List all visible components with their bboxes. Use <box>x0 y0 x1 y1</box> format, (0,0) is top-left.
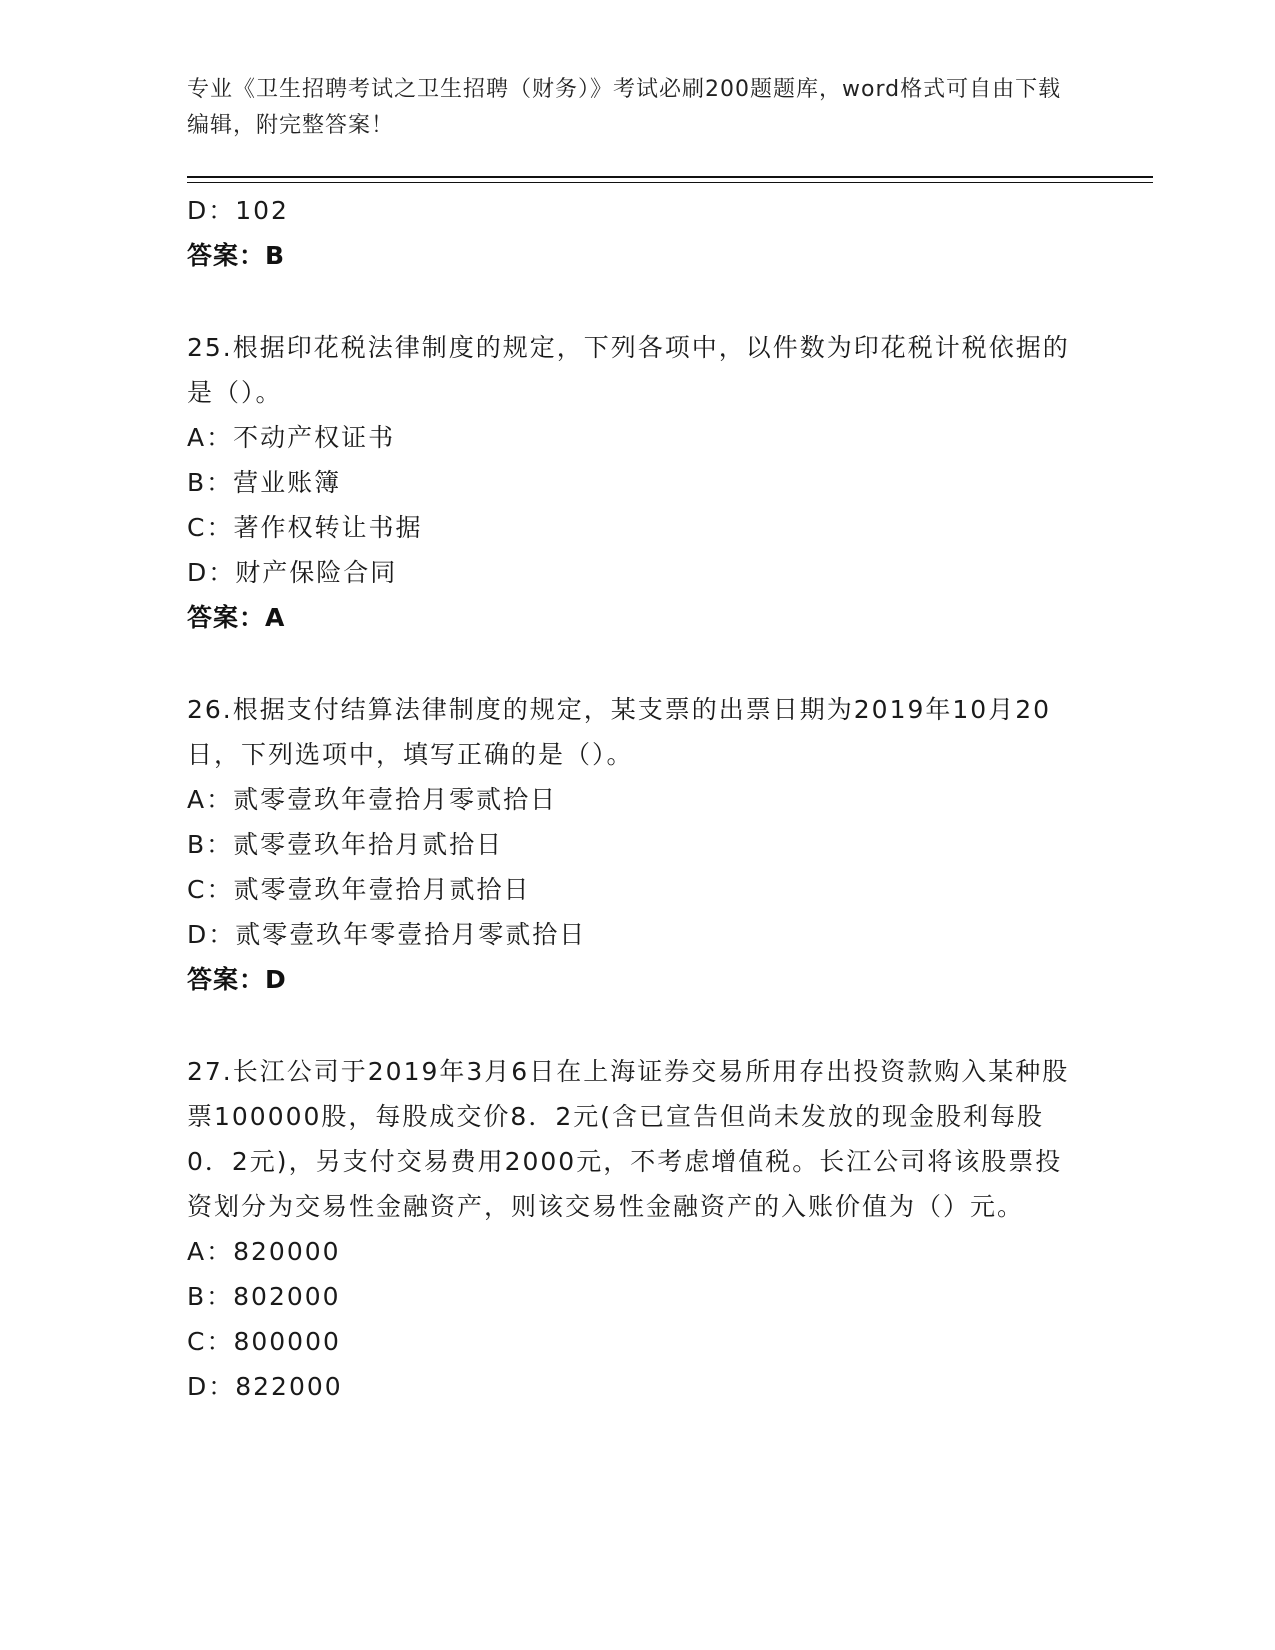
option-b: B：贰零壹玖年拾月贰拾日 <box>187 830 504 859</box>
question-25 <box>187 325 1077 640</box>
option-b: B：802000 <box>187 1282 341 1311</box>
question-stem: 25.根据印花税法律制度的规定，下列各项中，以件数为印花税计税依据的是（）。 <box>187 333 1070 407</box>
page-header: 专业《卫生招聘考试之卫生招聘（财务）》考试必刷200题题库，word格式可自由下载编辑，附完整答案！ <box>187 77 1062 138</box>
option-a: A：不动产权证书 <box>187 423 396 452</box>
question-answer: 答案：D <box>187 965 287 994</box>
option-d: D：财产保险合同 <box>187 558 398 587</box>
option-a: A：820000 <box>187 1237 341 1266</box>
option-d: D：贰零壹玖年零壹拾月零贰拾日 <box>187 920 587 949</box>
option-a: A：贰零壹玖年壹拾月零贰拾日 <box>187 785 558 814</box>
header-divider-thin <box>187 182 1153 183</box>
question-list <box>187 188 1077 1409</box>
option-d: D：822000 <box>187 1372 343 1401</box>
question-27 <box>187 1049 1077 1409</box>
prev-question-answer: 答案：B <box>187 241 286 270</box>
question-stem: 26.根据支付结算法律制度的规定，某支票的出票日期为2019年10月20日，下列选项中，填写正确的是（）。 <box>187 695 1052 769</box>
prev-question-option-d: D：102 <box>187 196 289 225</box>
question-26 <box>187 687 1077 1002</box>
option-b: B：营业账簿 <box>187 468 342 497</box>
question-answer: 答案：A <box>187 603 286 632</box>
option-c: C：贰零壹玖年壹拾月贰拾日 <box>187 875 531 904</box>
question-stem: 27.长江公司于2019年3月6日在上海证券交易所用存出投资款购入某种股票100000股，每股成交价8．2元(含已宣告但尚未发放的现金股利每股0．2元)，另支付交易费用2000元，不考虑增值税。长江公司将该股票投资划分为交易性金融资产，则该交易性金融资产的入账价值为（）元。 <box>187 1057 1070 1221</box>
option-c: C：著作权转让书据 <box>187 513 423 542</box>
option-c: C：800000 <box>187 1327 341 1356</box>
header-divider-thick <box>187 176 1153 178</box>
